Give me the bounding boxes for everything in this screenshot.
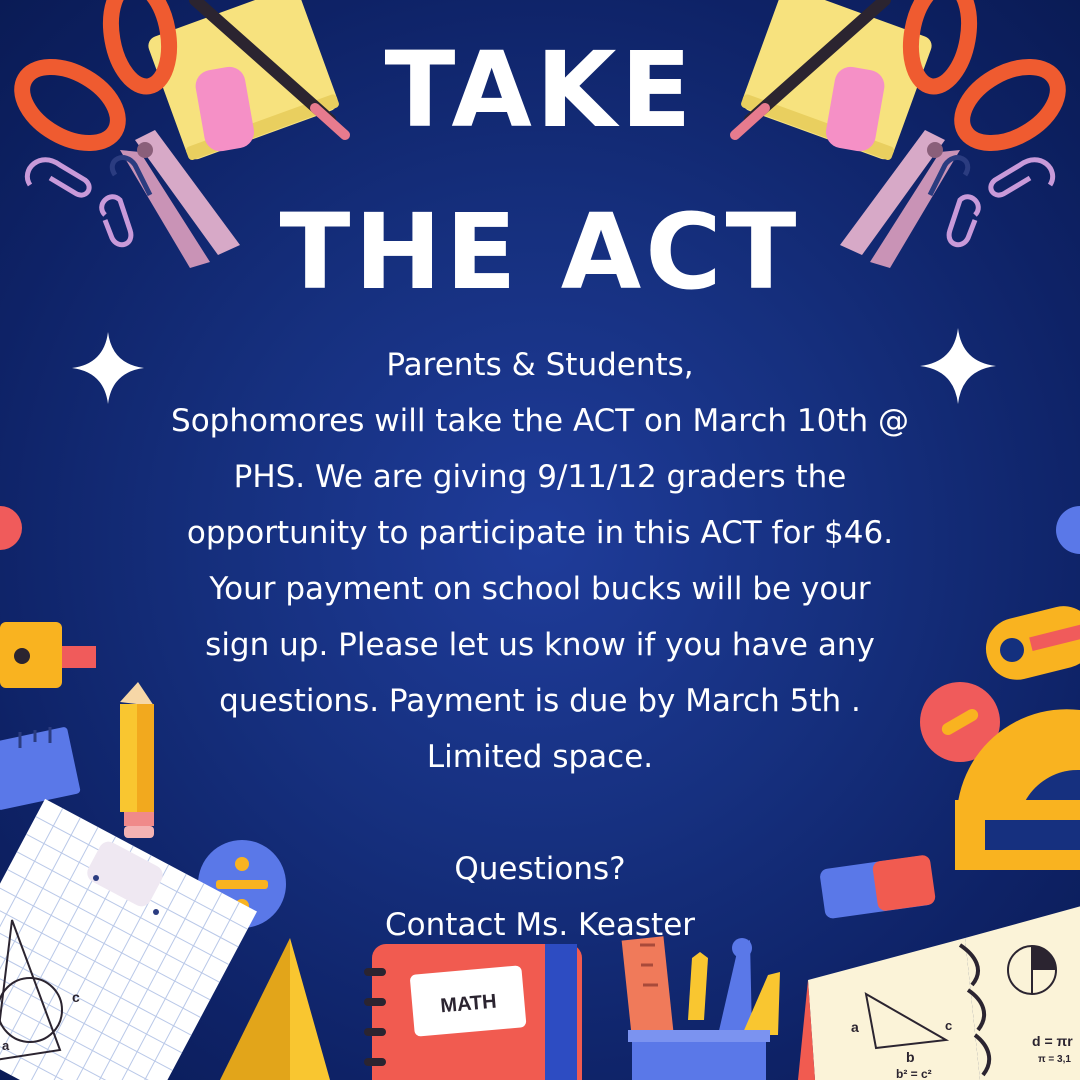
announcement-message — [60, 337, 1020, 953]
magnet-icon — [0, 506, 22, 550]
formula-text: b² = c² — [896, 1067, 932, 1080]
questions-text: Questions? — [454, 851, 626, 887]
diagram-label: b — [906, 1049, 915, 1065]
message-line: Limited space. — [426, 739, 654, 775]
message-line: sign up. Please let us know if you have any — [205, 627, 875, 663]
diagram-label: c — [72, 989, 80, 1005]
paperclip-icon — [991, 160, 1053, 195]
message-line: questions. Payment is due by March 5th . — [219, 683, 861, 719]
formula-text: π = 3,1 — [1038, 1054, 1071, 1065]
notebook-label: MATH — [439, 990, 498, 1018]
poster-title-line-2: THE ACT — [279, 191, 801, 313]
diagram-label: a — [2, 1038, 10, 1053]
diagram-label: c — [945, 1018, 953, 1033]
message-line: opportunity to participate in this ACT for $46. — [186, 515, 894, 551]
formula-text: d = πr — [1032, 1033, 1073, 1049]
message-line: PHS. We are giving 9/11/12 graders the — [233, 459, 847, 495]
diagram-label: a — [851, 1019, 859, 1035]
message-line: Sophomores will take the ACT on March 10th @ — [171, 403, 909, 439]
paperclip-icon — [27, 160, 89, 195]
blank-line — [60, 785, 1020, 841]
contact-text: Contact Ms. Keaster — [384, 907, 696, 943]
magnet-icon — [1056, 506, 1080, 554]
poster-title-line-1: TAKE — [384, 29, 696, 151]
pencil-cup-icon — [622, 936, 780, 1080]
message-line: Your payment on school bucks will be your — [209, 571, 871, 607]
prism-icon — [220, 938, 330, 1080]
greeting-text: Parents & Students, — [386, 347, 694, 383]
